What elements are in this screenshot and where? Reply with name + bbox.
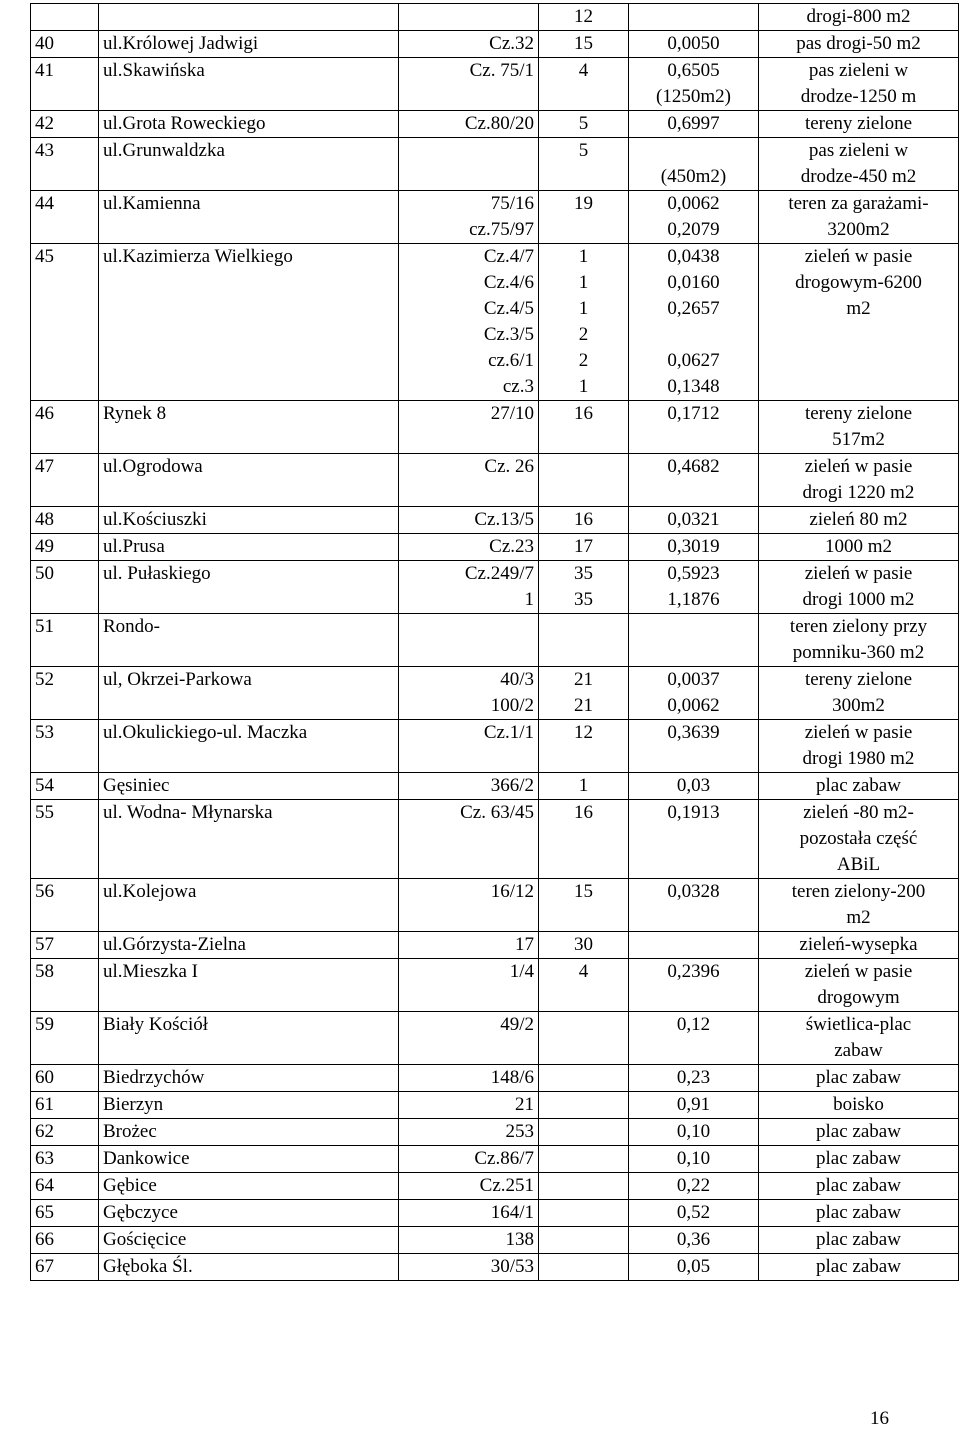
land-use-description: zieleń 80 m2	[759, 507, 959, 534]
land-use-description: zieleń-wysepka	[759, 932, 959, 959]
location-name: ul.Kamienna	[99, 191, 399, 244]
row-number: 53	[31, 720, 99, 773]
area-value: 0,36	[629, 1227, 759, 1254]
parcel-number: Cz.80/20	[399, 111, 539, 138]
location-name: ul.Ogrodowa	[99, 454, 399, 507]
precinct-number: 15	[539, 879, 629, 932]
land-use-description: plac zabaw	[759, 1227, 959, 1254]
land-use-description: zieleń w pasie drogowym-6200 m2	[759, 244, 959, 401]
precinct-number	[539, 1012, 629, 1065]
parcel-number: 17	[399, 932, 539, 959]
location-name: ul.Kolejowa	[99, 879, 399, 932]
table-row	[31, 1092, 959, 1119]
table-row	[31, 138, 959, 191]
precinct-number	[539, 1119, 629, 1146]
area-value: 0,0321	[629, 507, 759, 534]
land-use-description: plac zabaw	[759, 1173, 959, 1200]
parcel-number: Cz.23	[399, 534, 539, 561]
table-row	[31, 1065, 959, 1092]
precinct-number: 5	[539, 138, 629, 191]
area-value: (450m2)	[629, 138, 759, 191]
area-value	[629, 614, 759, 667]
table-row	[31, 507, 959, 534]
precinct-number	[539, 1227, 629, 1254]
parcel-number: 75/16 cz.75/97	[399, 191, 539, 244]
precinct-number	[539, 1065, 629, 1092]
row-number: 57	[31, 932, 99, 959]
land-register-table	[30, 3, 959, 1281]
area-value: 0,22	[629, 1173, 759, 1200]
location-name: ul.Mieszka I	[99, 959, 399, 1012]
location-name: Rondo-	[99, 614, 399, 667]
location-name: ul, Okrzei-Parkowa	[99, 667, 399, 720]
parcel-number: 30/53	[399, 1254, 539, 1281]
parcel-number: 16/12	[399, 879, 539, 932]
area-value: 0,0037 0,0062	[629, 667, 759, 720]
area-value: 0,23	[629, 1065, 759, 1092]
table-row	[31, 720, 959, 773]
location-name: Biedrzychów	[99, 1065, 399, 1092]
row-number: 55	[31, 800, 99, 879]
precinct-number: 21 21	[539, 667, 629, 720]
precinct-number: 1	[539, 773, 629, 800]
precinct-number: 17	[539, 534, 629, 561]
precinct-number	[539, 1200, 629, 1227]
precinct-number	[539, 1146, 629, 1173]
location-name: ul.Kościuszki	[99, 507, 399, 534]
land-use-description: zieleń w pasie drogi 1000 m2	[759, 561, 959, 614]
page-number: 16	[870, 1408, 889, 1429]
precinct-number	[539, 454, 629, 507]
area-value: 0,2396	[629, 959, 759, 1012]
land-use-description: zieleń w pasie drogowym	[759, 959, 959, 1012]
parcel-number: 148/6	[399, 1065, 539, 1092]
row-number	[31, 4, 99, 31]
row-number: 40	[31, 31, 99, 58]
parcel-number: Cz. 63/45	[399, 800, 539, 879]
location-name: Biały Kościół	[99, 1012, 399, 1065]
location-name: ul.Grunwaldzka	[99, 138, 399, 191]
location-name: ul. Wodna- Młynarska	[99, 800, 399, 879]
table-row	[31, 1254, 959, 1281]
precinct-number: 35 35	[539, 561, 629, 614]
row-number: 66	[31, 1227, 99, 1254]
row-number: 41	[31, 58, 99, 111]
parcel-number	[399, 138, 539, 191]
location-name: Gęsiniec	[99, 773, 399, 800]
precinct-number: 16	[539, 401, 629, 454]
precinct-number: 4	[539, 58, 629, 111]
parcel-number: Cz. 75/1	[399, 58, 539, 111]
parcel-number: Cz.32	[399, 31, 539, 58]
parcel-number: Cz.1/1	[399, 720, 539, 773]
table-row	[31, 1012, 959, 1065]
area-value: 0,5923 1,1876	[629, 561, 759, 614]
precinct-number: 16	[539, 507, 629, 534]
area-value	[629, 4, 759, 31]
row-number: 52	[31, 667, 99, 720]
table-row	[31, 879, 959, 932]
parcel-number: 138	[399, 1227, 539, 1254]
location-name: Gościęcice	[99, 1227, 399, 1254]
precinct-number: 15	[539, 31, 629, 58]
location-name: Rynek 8	[99, 401, 399, 454]
land-use-description: plac zabaw	[759, 773, 959, 800]
area-value: 0,0438 0,0160 0,2657 0,0627 0,1348	[629, 244, 759, 401]
land-use-description: plac zabaw	[759, 1200, 959, 1227]
land-use-description: teren zielony przy pomniku-360 m2	[759, 614, 959, 667]
parcel-number: 21	[399, 1092, 539, 1119]
row-number: 59	[31, 1012, 99, 1065]
land-use-description: tereny zielone 517m2	[759, 401, 959, 454]
row-number: 64	[31, 1173, 99, 1200]
area-value: 0,1712	[629, 401, 759, 454]
precinct-number: 5	[539, 111, 629, 138]
location-name: Gębice	[99, 1173, 399, 1200]
land-use-description: zieleń -80 m2- pozostała część ABiL	[759, 800, 959, 879]
precinct-number	[539, 1173, 629, 1200]
row-number: 50	[31, 561, 99, 614]
precinct-number: 1 1 1 2 2 1	[539, 244, 629, 401]
precinct-number: 12	[539, 720, 629, 773]
parcel-number: 164/1	[399, 1200, 539, 1227]
table-row	[31, 1200, 959, 1227]
parcel-number: Cz.86/7	[399, 1146, 539, 1173]
location-name: ul.Prusa	[99, 534, 399, 561]
area-value: 0,91	[629, 1092, 759, 1119]
land-use-description: zieleń w pasie drogi 1980 m2	[759, 720, 959, 773]
location-name: Bierzyn	[99, 1092, 399, 1119]
land-use-description: tereny zielone 300m2	[759, 667, 959, 720]
area-value: 0,3019	[629, 534, 759, 561]
row-number: 49	[31, 534, 99, 561]
land-use-description: drogi-800 m2	[759, 4, 959, 31]
area-value: 0,6505 (1250m2)	[629, 58, 759, 111]
area-value: 0,4682	[629, 454, 759, 507]
precinct-number: 16	[539, 800, 629, 879]
row-number: 42	[31, 111, 99, 138]
row-number: 62	[31, 1119, 99, 1146]
area-value: 0,12	[629, 1012, 759, 1065]
parcel-number: 40/3 100/2	[399, 667, 539, 720]
parcel-number: 253	[399, 1119, 539, 1146]
row-number: 44	[31, 191, 99, 244]
row-number: 47	[31, 454, 99, 507]
table-row	[31, 58, 959, 111]
table-row	[31, 800, 959, 879]
area-value: 0,03	[629, 773, 759, 800]
parcel-number: 49/2	[399, 1012, 539, 1065]
row-number: 58	[31, 959, 99, 1012]
table-body	[31, 4, 959, 1281]
location-name: ul. Pułaskiego	[99, 561, 399, 614]
land-use-description: świetlica-plac zabaw	[759, 1012, 959, 1065]
precinct-number: 19	[539, 191, 629, 244]
precinct-number	[539, 1254, 629, 1281]
row-number: 45	[31, 244, 99, 401]
area-value: 0,1913	[629, 800, 759, 879]
land-use-description: teren zielony-200 m2	[759, 879, 959, 932]
land-use-description: tereny zielone	[759, 111, 959, 138]
location-name: Głęboka Śl.	[99, 1254, 399, 1281]
area-value	[629, 932, 759, 959]
area-value: 0,05	[629, 1254, 759, 1281]
table-row	[31, 959, 959, 1012]
land-use-description: plac zabaw	[759, 1119, 959, 1146]
land-use-description: 1000 m2	[759, 534, 959, 561]
land-use-description: zieleń w pasie drogi 1220 m2	[759, 454, 959, 507]
table-row	[31, 244, 959, 401]
location-name: ul.Okulickiego-ul. Maczka	[99, 720, 399, 773]
location-name: Dankowice	[99, 1146, 399, 1173]
table-row	[31, 4, 959, 31]
table-row	[31, 1173, 959, 1200]
parcel-number: Cz. 26	[399, 454, 539, 507]
table-row	[31, 191, 959, 244]
land-use-description: pas zieleni w drodze-450 m2	[759, 138, 959, 191]
area-value: 0,0062 0,2079	[629, 191, 759, 244]
precinct-number	[539, 614, 629, 667]
parcel-number	[399, 4, 539, 31]
precinct-number: 4	[539, 959, 629, 1012]
table-row	[31, 401, 959, 454]
row-number: 51	[31, 614, 99, 667]
table-row	[31, 1227, 959, 1254]
table-row	[31, 561, 959, 614]
parcel-number: 1/4	[399, 959, 539, 1012]
table-row	[31, 1146, 959, 1173]
parcel-number: 27/10	[399, 401, 539, 454]
land-use-description: plac zabaw	[759, 1254, 959, 1281]
area-value: 0,52	[629, 1200, 759, 1227]
area-value: 0,0328	[629, 879, 759, 932]
table-row	[31, 932, 959, 959]
precinct-number	[539, 1092, 629, 1119]
land-use-description: pas drogi-50 m2	[759, 31, 959, 58]
table-row	[31, 1119, 959, 1146]
location-name: ul.Górzysta-Zielna	[99, 932, 399, 959]
parcel-number: Cz.4/7 Cz.4/6 Cz.4/5 Cz.3/5 cz.6/1 cz.3	[399, 244, 539, 401]
precinct-number: 30	[539, 932, 629, 959]
row-number: 63	[31, 1146, 99, 1173]
area-value: 0,3639	[629, 720, 759, 773]
location-name: ul.Skawińska	[99, 58, 399, 111]
row-number: 46	[31, 401, 99, 454]
table-row	[31, 667, 959, 720]
parcel-number: Cz.249/7 1	[399, 561, 539, 614]
row-number: 43	[31, 138, 99, 191]
row-number: 61	[31, 1092, 99, 1119]
land-use-description: boisko	[759, 1092, 959, 1119]
location-name: ul.Grota Roweckiego	[99, 111, 399, 138]
location-name: Gębczyce	[99, 1200, 399, 1227]
table-row	[31, 614, 959, 667]
row-number: 67	[31, 1254, 99, 1281]
land-use-description: plac zabaw	[759, 1146, 959, 1173]
area-value: 0,10	[629, 1146, 759, 1173]
area-value: 0,0050	[629, 31, 759, 58]
land-use-description: plac zabaw	[759, 1065, 959, 1092]
area-value: 0,6997	[629, 111, 759, 138]
row-number: 48	[31, 507, 99, 534]
location-name: ul.Kazimierza Wielkiego	[99, 244, 399, 401]
row-number: 65	[31, 1200, 99, 1227]
table-row	[31, 534, 959, 561]
row-number: 60	[31, 1065, 99, 1092]
parcel-number	[399, 614, 539, 667]
table-row	[31, 454, 959, 507]
area-value: 0,10	[629, 1119, 759, 1146]
row-number: 54	[31, 773, 99, 800]
parcel-number: Cz.251	[399, 1173, 539, 1200]
table-row	[31, 773, 959, 800]
precinct-number: 12	[539, 4, 629, 31]
table-row	[31, 31, 959, 58]
land-use-description: pas zieleni w drodze-1250 m	[759, 58, 959, 111]
table-row	[31, 111, 959, 138]
location-name: Brożec	[99, 1119, 399, 1146]
location-name	[99, 4, 399, 31]
parcel-number: 366/2	[399, 773, 539, 800]
location-name: ul.Królowej Jadwigi	[99, 31, 399, 58]
land-use-description: teren za garażami- 3200m2	[759, 191, 959, 244]
parcel-number: Cz.13/5	[399, 507, 539, 534]
row-number: 56	[31, 879, 99, 932]
